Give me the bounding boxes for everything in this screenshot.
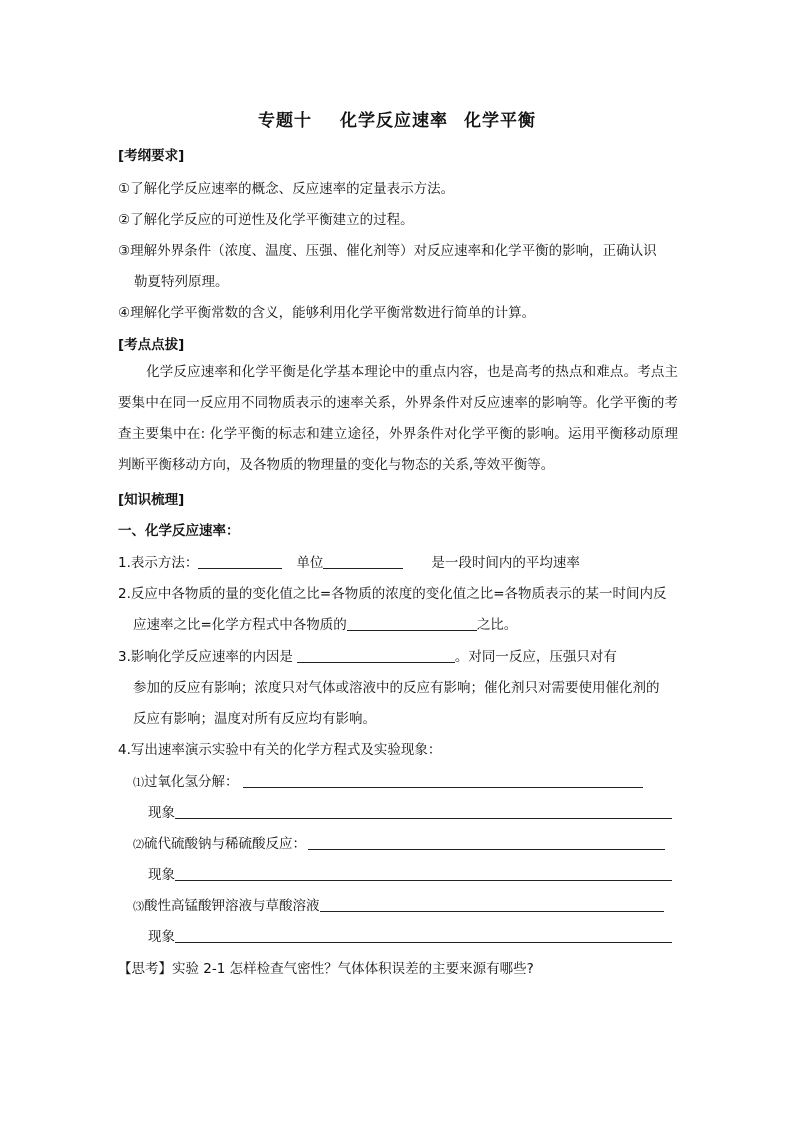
section-points-heading: [考点点拔] bbox=[118, 337, 185, 353]
title-rate: 化学反应速率 bbox=[340, 111, 448, 131]
title-topic-number: 专题十 bbox=[258, 111, 312, 131]
experiment-1 bbox=[133, 770, 643, 790]
requirement-3-line-2: 勒夏特列原理。 bbox=[134, 274, 229, 290]
experiment-3-phenomenon bbox=[148, 925, 672, 945]
points-paragraph bbox=[118, 357, 678, 481]
fill-blank-experiment-1-phenomenon[interactable] bbox=[175, 804, 672, 819]
requirement-3-line-1: ③理解外界条件（浓度、温度、压强、催化剂等）对反应速率和化学平衡的影响，正确认识 bbox=[118, 243, 657, 259]
phenomenon-label-1: 现象 bbox=[148, 805, 175, 821]
item-3-line-2: 参加的反应有影响；浓度只对气体或溶液中的反应有影响；催化剂只对需要使用催化剂的 bbox=[133, 680, 660, 696]
item-3-line-1 bbox=[118, 645, 617, 665]
item-2-line-2-end: 之比。 bbox=[476, 617, 518, 633]
requirement-4: ④理解化学平衡常数的含义，能够利用化学平衡常数进行简单的计算。 bbox=[118, 305, 536, 321]
experiment-3-label: 酸性高锰酸钾溶液与草酸溶液 bbox=[144, 898, 320, 914]
experiment-1-label: 过氧化氢分解： bbox=[144, 774, 239, 790]
item-1-note: 是一段时间内的平均速率 bbox=[431, 555, 580, 571]
experiment-1-phenomenon bbox=[148, 801, 672, 821]
item-3-line-3: 反应有影响；温度对所有反应均有影响。 bbox=[133, 711, 376, 727]
fill-blank-unit[interactable] bbox=[323, 554, 403, 569]
experiment-3-number: ⑶ bbox=[133, 900, 144, 913]
phenomenon-label-2: 现象 bbox=[148, 867, 175, 883]
section-knowledge-heading: [知识梳理] bbox=[118, 492, 185, 508]
experiment-3 bbox=[133, 894, 664, 914]
item-1-label: 1.表示方法： bbox=[118, 555, 199, 571]
fill-blank-representation[interactable] bbox=[198, 554, 282, 569]
fill-blank-internal-cause[interactable] bbox=[297, 648, 455, 663]
fill-blank-experiment-1-equation[interactable] bbox=[243, 773, 643, 788]
requirement-2: ②了解化学反应的可逆性及化学平衡建立的过程。 bbox=[118, 212, 414, 228]
fill-blank-experiment-2-phenomenon[interactable] bbox=[175, 866, 672, 881]
fill-blank-experiment-3-phenomenon[interactable] bbox=[175, 928, 672, 943]
section-requirements-heading: [考纲要求] bbox=[118, 148, 185, 164]
item-3-text: 3.影响化学反应速率的内因是 bbox=[118, 649, 293, 665]
fill-blank-experiment-3-equation[interactable] bbox=[320, 897, 664, 912]
think-question: 【思考】实验 2-1 怎样检查气密性？气体体积误差的主要来源有哪些? bbox=[118, 961, 534, 977]
phenomenon-label-3: 现象 bbox=[148, 929, 175, 945]
item-2-line-2-text: 应速率之比=化学方程式中各物质的 bbox=[133, 617, 347, 633]
experiment-2-number: ⑵ bbox=[133, 838, 144, 851]
item-1-unit-label: 单位 bbox=[296, 555, 324, 571]
item-2-line-1: 2.反应中各物质的量的变化值之比=各物质的浓度的变化值之比=各物质表示的某一时间内反 bbox=[118, 586, 667, 602]
heading-reaction-rate: 一、化学反应速率： bbox=[118, 523, 240, 539]
fill-blank-experiment-2-equation[interactable] bbox=[308, 835, 665, 850]
experiment-2-label: 硫代硫酸钠与稀硫酸反应： bbox=[144, 836, 306, 852]
requirement-1: ①了解化学反应速率的概念、反应速率的定量表示方法。 bbox=[118, 181, 455, 197]
item-4: 4.写出速率演示实验中有关的化学方程式及实验现象： bbox=[118, 742, 442, 758]
experiment-2-phenomenon bbox=[148, 863, 672, 883]
page-title bbox=[0, 106, 794, 131]
fill-blank-ratio[interactable] bbox=[347, 616, 477, 631]
title-equilibrium: 化学平衡 bbox=[464, 111, 536, 131]
item-2-line-2 bbox=[133, 613, 517, 633]
points-paragraph-text: 化学反应速率和化学平衡是化学基本理论中的重点内容，也是高考的热点和难点。考点主要集中在同一反应用不同物质表示的速率关系，外界条件对反应速率的影响等。化学平衡的考查主要集中在: 化学平衡的标志和建立途径，外界条件对化学平衡的影响。运用平衡移动原理判断平衡移动方向，及各物质的物理量的变化与物态的关系,等效平衡等。 bbox=[118, 364, 678, 473]
experiment-1-number: ⑴ bbox=[133, 776, 144, 789]
item-1 bbox=[118, 551, 580, 571]
experiment-2 bbox=[133, 832, 665, 852]
item-3-text-end: 。对同一反应，压强只对有 bbox=[454, 649, 617, 665]
